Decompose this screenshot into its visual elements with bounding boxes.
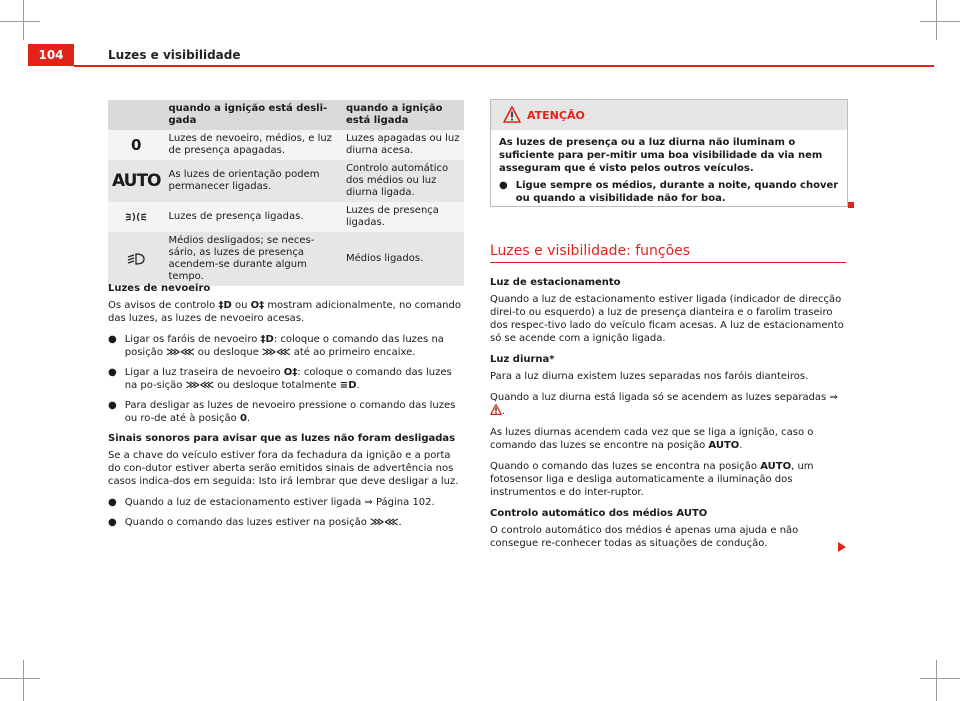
col-header-ignition-off: quando a ignição está desli- gada <box>165 100 342 130</box>
low-beam-icon <box>108 232 165 286</box>
text: : coloque o comando das luzes na posição <box>124 334 444 358</box>
list-item <box>108 516 464 529</box>
section-end-marker <box>848 202 854 208</box>
table-cell-off: Médios desligados; se neces-sário, as luzes de presença acendem-se durante algum tempo. <box>165 232 342 286</box>
text: . <box>502 406 506 417</box>
table-cell-on: Controlo automático dos médios ou luz diurna ligada. <box>342 160 464 202</box>
text: , um fotosensor liga e desliga automaticamente a iluminação dos instrumentos e do inter-ruptor. <box>490 461 814 498</box>
text: Quando a luz diurna está ligada só se acendem as luzes separadas ⇒ <box>490 392 838 403</box>
table-cell-off: As luzes de orientação podem permanecer ligadas. <box>165 160 342 202</box>
bullet: ● <box>108 517 117 528</box>
parking-light-icon: ⋙⋘ <box>185 380 215 391</box>
text: mostram adicionalmente, no comando das luzes, as luzes de nevoeiro acesas. <box>108 300 461 324</box>
warning-text: As luzes de presença ou a luz diurna não iluminam o suficiente para per-mitir uma boa visibilidade da via nem asseguram que é visto pelos outros veículos. <box>499 137 823 174</box>
fog-heading: Luzes de nevoeiro <box>108 283 211 294</box>
drl-text <box>490 460 846 499</box>
list-item <box>108 496 464 509</box>
table-cell-on: Luzes de presença ligadas. <box>342 202 464 232</box>
text: . <box>246 413 251 424</box>
text: As luzes diurnas acendem cada vez que se liga a ignição, caso o comando das luzes se encontre na posição <box>490 427 814 451</box>
bullet: ● <box>108 400 117 411</box>
front-fog-icon: ‡D <box>260 334 274 345</box>
crop-mark <box>920 21 960 22</box>
rear-fog-icon: O‡ <box>250 300 265 311</box>
page-number-badge <box>28 44 74 66</box>
list-item-text <box>125 333 464 359</box>
table-row <box>108 202 464 232</box>
crop-mark <box>920 678 960 679</box>
text: Quando o comando das luzes estiver na posição <box>124 517 367 528</box>
rear-fog-icon: O‡ <box>283 367 298 378</box>
table-cell-off: Luzes de nevoeiro, médios, e luz de presença apagadas. <box>165 130 342 160</box>
auto-headlight-icon: AUTO <box>676 508 708 519</box>
light-switch-table <box>108 100 464 286</box>
text: . <box>398 517 402 528</box>
right-column <box>490 276 846 558</box>
text: Ligar a luz traseira de nevoeiro <box>124 367 281 378</box>
text: ou desloque totalmente <box>217 380 337 391</box>
table-row <box>108 232 464 286</box>
crop-mark <box>0 678 40 679</box>
sound-text: Se a chave do veículo estiver fora da fechadura da ignição e a porta do con-dutor estiver aberta serão emitidos sinais de advertência nos casos indica-dos em seguida: Isto irá lembrar que deve desligar a luz. <box>108 450 459 487</box>
parking-light-icon: ⋙⋘ <box>166 347 195 358</box>
continue-arrow-icon <box>838 542 846 552</box>
list-item <box>108 366 464 392</box>
parking-light-icon <box>108 202 165 232</box>
header-rule <box>74 65 934 67</box>
table-cell-on: Médios ligados. <box>342 232 464 286</box>
drl-text <box>490 426 846 452</box>
warning-text: Ligue sempre os médios, durante a noite, quando chover ou quando a visibilidade não for boa. <box>515 180 839 204</box>
bullet: ● <box>108 334 117 345</box>
warning-triangle-icon <box>503 106 521 123</box>
crop-mark <box>0 21 40 22</box>
warning-box <box>490 99 848 207</box>
page-title: Luzes e visibilidade <box>108 48 241 62</box>
list-item <box>108 399 464 425</box>
crop-mark <box>23 660 24 701</box>
drl-text <box>490 391 846 418</box>
auto-text: O controlo automático dos médios é apenas uma ajuda e não consegue re-conhecer todas as situações de condução. <box>490 525 799 549</box>
switch-position-0-icon: 0 <box>239 413 247 424</box>
auto-headlight-icon: AUTO <box>760 461 792 472</box>
warning-triangle-icon <box>490 404 502 415</box>
crop-mark <box>936 0 937 40</box>
warning-header <box>491 100 847 130</box>
text: ou <box>234 300 248 311</box>
text: . <box>356 380 360 391</box>
table-row <box>108 160 464 202</box>
table-header-row <box>108 100 464 130</box>
bullet: ● <box>108 497 117 508</box>
crop-mark <box>936 660 937 701</box>
text: Os avisos de controlo <box>108 300 216 311</box>
table-cell-on: Luzes apagadas ou luz diurna acesa. <box>342 130 464 160</box>
text: Ligar os faróis de nevoeiro <box>124 334 258 345</box>
text: Controlo automático dos médios <box>490 508 673 519</box>
sound-heading: Sinais sonoros para avisar que as luzes não foram desligadas <box>108 433 456 444</box>
list-item-text <box>125 399 464 425</box>
crop-mark <box>23 0 24 40</box>
switch-position-0-icon: 0 <box>108 130 165 160</box>
auto-heading <box>490 507 846 520</box>
text: : coloque o comando das luzes na po-sição <box>124 367 452 391</box>
parking-text: Quando a luz de estacionamento estiver ligada (indicador de direcção direi-to ou esquerdo) a luz de presença dianteira e o farolim traseiro dos respec-tivo lado do veículo ficam acesas. A luz de estacionamento só se acende com a ignição ligada. <box>490 294 844 344</box>
text: até ao primeiro encaixe. <box>293 347 416 358</box>
left-column <box>108 282 464 536</box>
page-number: 104 <box>38 48 64 62</box>
table-row <box>108 130 464 160</box>
text: Quando o comando das luzes se encontra na posição <box>490 461 758 472</box>
drl-heading: Luz diurna* <box>490 354 555 365</box>
col-header-ignition-on: quando a ignição está ligada <box>342 100 464 130</box>
text: Para desligar as luzes de nevoeiro pressione o comando das luzes ou ro-de até à posição <box>124 400 456 424</box>
text: . <box>739 440 743 451</box>
list-item <box>499 179 839 205</box>
bullet: ● <box>499 180 508 191</box>
front-fog-icon: ‡D <box>218 300 232 311</box>
warning-body <box>491 130 847 205</box>
auto-headlight-icon: AUTO <box>708 440 740 451</box>
section-rule <box>490 262 846 263</box>
list-item <box>108 333 464 359</box>
low-beam-icon: ≡D <box>339 380 357 391</box>
parking-light-icon: ⋙⋘ <box>262 347 291 358</box>
fog-intro <box>108 299 464 325</box>
bullet: ● <box>108 367 117 378</box>
parking-heading: Luz de estacionamento <box>490 277 621 288</box>
table-cell-off: Luzes de presença ligadas. <box>165 202 342 232</box>
list-item-text <box>125 516 464 529</box>
section-title: Luzes e visibilidade: funções <box>490 243 691 259</box>
warning-title: ATENÇÃO <box>527 109 585 122</box>
list-item-text: Quando a luz de estacionamento estiver ligada ⇒ Página 102. <box>124 497 435 508</box>
table-header-icon-cell <box>108 100 165 130</box>
list-item-text <box>125 366 464 392</box>
parking-light-icon: ⋙⋘ <box>370 517 399 528</box>
text: ou desloque <box>197 347 259 358</box>
auto-headlight-icon: AUTO <box>108 160 165 202</box>
drl-text: Para a luz diurna existem luzes separadas nos faróis dianteiros. <box>490 371 809 382</box>
